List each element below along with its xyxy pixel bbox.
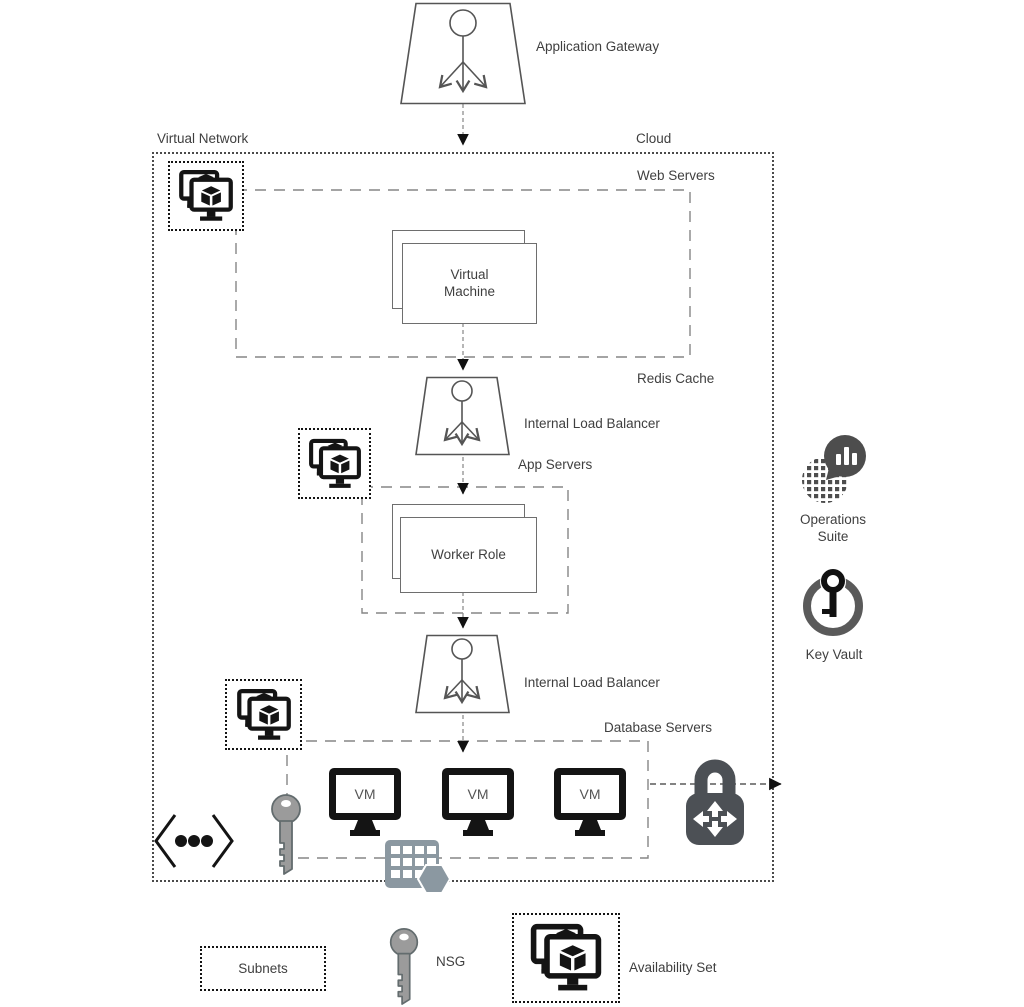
legend-nsg-label: NSG xyxy=(436,954,466,969)
security-lock-icon xyxy=(680,753,750,847)
nsg-key-icon xyxy=(266,793,306,875)
legend-subnets-label: Subnets xyxy=(238,961,288,976)
operations-suite-label: Operations Suite xyxy=(799,512,867,544)
internal-load-balancer-icon-2 xyxy=(414,634,511,714)
internal-load-balancer-2-label: Internal Load Balancer xyxy=(524,675,660,690)
virtual-machine-label: Virtual Machine xyxy=(443,266,496,299)
application-gateway-label: Application Gateway xyxy=(536,39,660,54)
legend-availability-set-box xyxy=(512,913,620,1003)
vm-label: VM xyxy=(354,786,376,802)
availability-set-box-app xyxy=(298,428,371,499)
availability-set-icon xyxy=(177,169,235,223)
internal-load-balancer-1-label: Internal Load Balancer xyxy=(524,416,660,431)
vm-monitor-icon xyxy=(552,766,628,838)
key-vault-label: Key Vault xyxy=(805,647,863,662)
app-servers-label: App Servers xyxy=(518,457,593,472)
code-icon xyxy=(152,812,236,870)
availability-set-icon xyxy=(235,688,293,742)
availability-set-box-web xyxy=(168,161,244,231)
operations-suite-icon xyxy=(800,431,874,507)
database-servers-label: Database Servers xyxy=(604,720,713,735)
worker-role-node xyxy=(400,517,537,593)
availability-set-box-db xyxy=(225,679,302,750)
application-gateway-icon xyxy=(399,2,527,105)
redis-cache-label: Redis Cache xyxy=(637,371,715,386)
virtual-machine-node xyxy=(402,243,537,324)
legend-availability-set-label: Availability Set xyxy=(629,960,717,975)
vm-label: VM xyxy=(467,786,489,802)
web-servers-label: Web Servers xyxy=(637,168,715,183)
vm-monitor-icon xyxy=(327,766,403,838)
availability-set-icon xyxy=(528,923,604,993)
virtual-network-label: Virtual Network xyxy=(157,131,249,146)
availability-set-icon xyxy=(307,438,363,490)
key-vault-icon xyxy=(801,567,865,637)
legend-nsg-key-icon xyxy=(382,927,426,1005)
worker-role-label: Worker Role xyxy=(431,547,506,563)
internal-load-balancer-icon-1 xyxy=(414,376,511,456)
vm-monitor-icon xyxy=(440,766,516,838)
database-grid-icon xyxy=(384,839,456,899)
cloud-label: Cloud xyxy=(636,131,672,146)
legend-subnets-box xyxy=(200,946,326,991)
vm-label: VM xyxy=(579,786,601,802)
